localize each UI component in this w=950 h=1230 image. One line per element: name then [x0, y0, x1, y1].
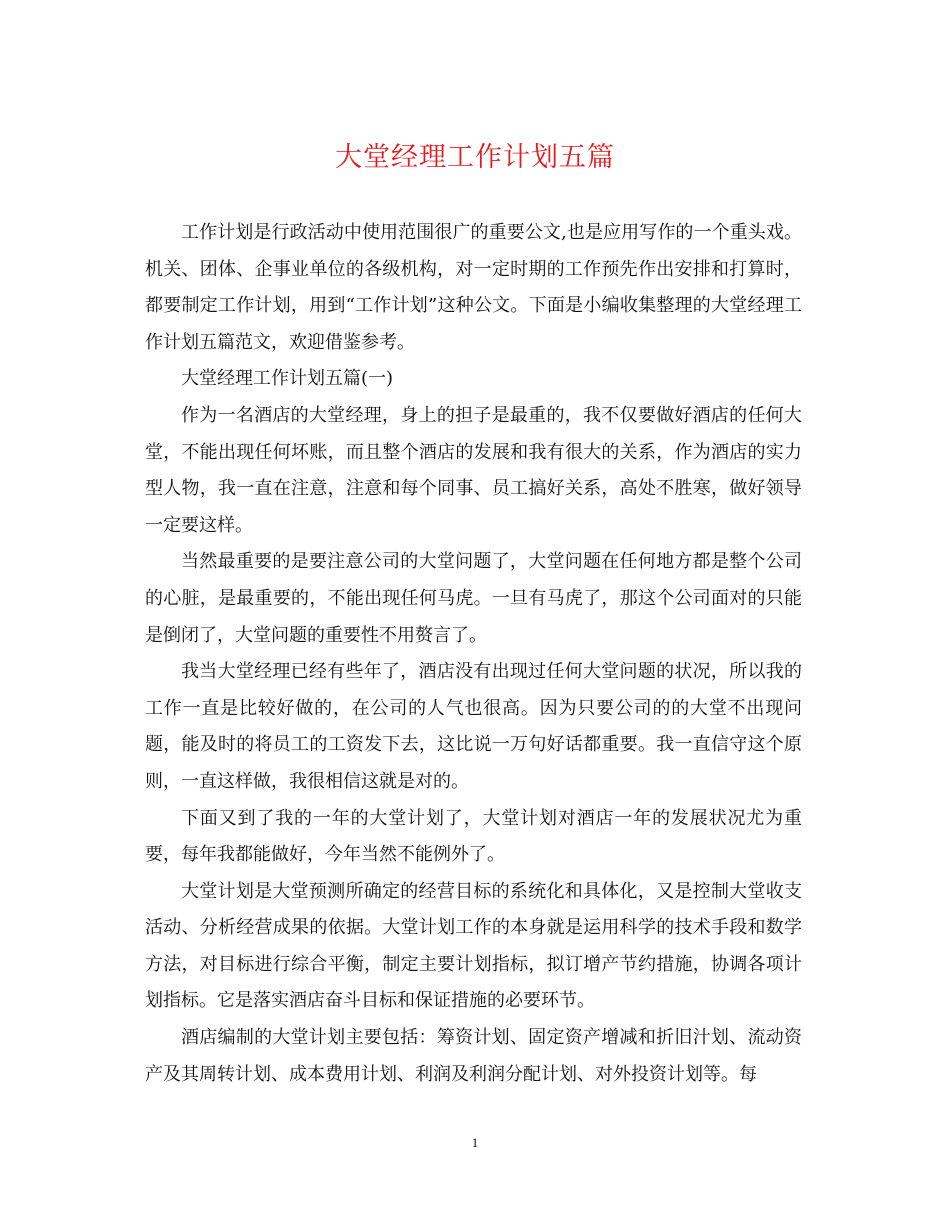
paragraph: 当然最重要的是要注意公司的大堂问题了，大堂问题在任何地方都是整个公司的心脏，是最重要的，不能出现任何马虎。一旦有马虎了，那这个公司面对的只能是倒闭了，大堂问题的重要性不用赘言了。	[145, 551, 802, 646]
paragraph: 我当大堂经理已经有些年了，酒店没有出现过任何大堂问题的状况，所以我的工作一直是比较好做的，在公司的人气也很高。因为只要公司的的大堂不出现问题，能及时的将员工的工资发下去，这比说一万句好话都重要。我一直信守这个原则，一直这样做，我很相信这就是对的。	[145, 661, 802, 792]
paragraph: 大堂计划是大堂预测所确定的经营目标的系统化和具体化，又是控制大堂收支活动、分析经营成果的依据。大堂计划工作的本身就是运用科学的技术手段和数学方法，对目标进行综合平衡，制定主要计划指标，拟订增产节约措施，协调各项计划指标。它是落实酒店奋斗目标和保证措施的必要环节。	[145, 880, 802, 1012]
paragraph: 下面又到了我的一年的大堂计划了，大堂计划对酒店一年的发展状况尤为重要，每年我都能做好，今年当然不能例外了。	[145, 807, 802, 866]
document-body	[145, 215, 802, 1093]
paragraph: 作为一名酒店的大堂经理，身上的担子是最重的，我不仅要做好酒店的任何大堂，不能出现任何坏账，而且整个酒店的发展和我有很大的关系，作为酒店的实力型人物，我一直在注意，注意和每个同事、员工搞好关系，高处不胜寒，做好领导一定要这样。	[145, 404, 802, 536]
section-heading: 大堂经理工作计划五篇(一)	[181, 368, 394, 390]
page-number: 1	[471, 1135, 479, 1150]
document-title: 大堂经理工作计划五篇	[335, 142, 615, 173]
paragraph-intro: 工作计划是行政活动中使用范围很广的重要公文,也是应用写作的一个重头戏。机关、团体、企事业单位的各级机构，对一定时期的工作预先作出安排和打算时，都要制定工作计划，用到“工作计划”这种公文。下面是小编收集整理的大堂经理工作计划五篇范文，欢迎借鉴参考。	[145, 222, 802, 353]
paragraph: 酒店编制的大堂计划主要包括：筹资计划、固定资产增减和折旧汁划、流动资产及其周转计划、成本费用计划、利润及利润分配计划、对外投资计划等。每	[145, 1027, 802, 1085]
